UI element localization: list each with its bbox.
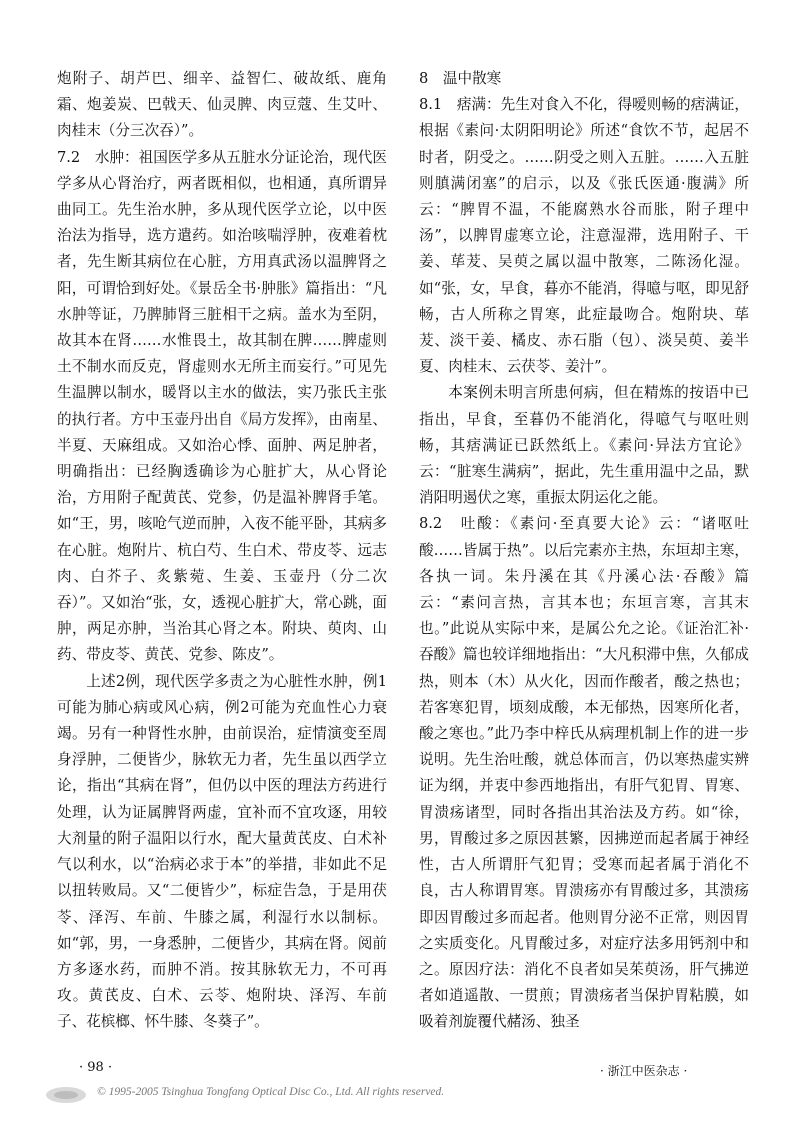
copyright-notice: © 1995-2005 Tsinghua Tongfang Optical Disc Co., Ltd. All rights reserved.: [97, 1086, 445, 1098]
right-column: [419, 66, 749, 1036]
right-paragraph-commentary: 本案例未明言所患何病，但在精炼的按语中已指出，早食，至暮仍不能消化，得噫气与呕吐则畅，其痞满证已跃然纸上。《素问·异法方宜论》云：“脏寒生满病”，据此，先生重用温中之品，默消阳明遏伏之寒，重振太阴运化之能。: [419, 384, 749, 507]
left-column: [57, 66, 387, 1036]
section-8-1-fullness: 8.1 痞满：先生对食入不化，得嗳则畅的痞满证，根据《素问·太阴阳明论》所述“食饮不节，起居不时者，阴受之。……阴受之则入五脏。……入五脏则䐜满闭塞”的启示，以及《张氏医通·腹满》所云：“脾胃不温，不能腐熟水谷而胀，附子理中汤”，以脾胃虚寒立论，注意湿滞，选用附子、干姜、荜茇、吴萸之属以温中散寒，二陈汤化湿。如“张，女，早食，暮亦不能消，得噫与呕，即见舒畅，古人所称之胃寒，此症最吻合。炮附块、荜茇、淡干姜、橘皮、赤石脂（包）、淡吴萸、姜半夏、肉桂末、云茯苓、姜汁”。: [419, 96, 749, 376]
section-8-2-acid-regurgitation: 8.2 吐酸：《素问·至真要大论》云：“诸呕吐酸……皆属于热”。以后完素亦主热，东垣却主寒，各执一词。朱丹溪在其《丹溪心法·吞酸》篇云：“素问言热，言其本也；东垣言寒，言其末也。”此说从实际中来，是属公允之论。《证治汇补·吞酸》篇也较详细地指出：“大凡积滞中焦，久郁成热，则本（木）从火化，因而作酸者，酸之热也；若客寒犯胃，顷刻成酸，本无郁热，因寒所化者，酸之寒也。”此乃李中梓氏从病理机制上作的进一步说明。先生治吐酸，就总体而言，仍以寒热虚实辨证为纲，并衷中参西地指出，有肝气犯胃、胃寒、胃溃疡诸型，同时各指出其治法及方药。如“徐，男，胃酸过多之原因甚繁，因拂逆而起者属于神经性，古人所谓肝气犯胃；受寒而起者属于消化不良，古人称谓胃寒。胃溃疡亦有胃酸过多，其溃疡即因胃酸过多而起者。他则胃分泌不正常，则因胃之实质变化。凡胃酸过多，对症疗法多用钙剂中和之。原因疗法：消化不良者如吴茱萸汤，肝气拂逆者如逍遥散、一贯煎；胃溃疡者当保护胃粘膜，如吸着剂旋覆代赭汤、独圣: [419, 515, 749, 1031]
section-8-heading: 8 温中散寒: [419, 70, 502, 87]
publisher-logo-icon: [44, 1084, 88, 1106]
section-7-2-edema: 7.2 水肿：祖国医学多从五脏水分证论治，现代医学多从心肾治疗，两者既相似，也相通，真所谓异曲同工。先生治水肿，多从现代医学立论，以中医治法为指导，选方遣药。如治咳喘浮肿，夜难着枕者，先生断其病位在心脏，方用真武汤以温脾肾之阳，可谓恰到好处。《景岳全书·肿胀》篇指出：“凡水肿等证，乃脾肺肾三脏相干之病。盖水为至阴，故其本在肾……水惟畏土，故其制在脾……脾虚则土不制水而反克，肾虚则水无所主而妄行。”可见先生温脾以制水，暖肾以主水的做法，实乃张氏主张的执行者。方中玉壶丹出自《局方发挥》，由南星、半夏、天麻组成。又如治心悸、面肿、两足肿者，明确指出：已经胸透确诊为心脏扩大，从心肾论治，方用附子配黄芪、党参，仍是温补脾肾手笔。如“王，男，咳呛气逆而肿，入夜不能平卧，其病多在心脏。炮附片、杭白芍、生白术、带皮苓、远志肉、白芥子、炙紫菀、生姜、玉壶丹（分二次吞）”。又如治“张，女，透视心脏扩大，常心跳，面肿，两足亦肿，当治其心肾之本。附块、萸肉、山药、带皮苓、黄芪、党参、陈皮”。: [57, 148, 387, 664]
left-paragraph-1: 炮附子、胡芦巴、细辛、益智仁、破故纸、鹿角霜、炮姜炭、巴戟天、仙灵脾、肉豆蔻、生艾叶、肉桂末（分三次吞）”。: [57, 70, 387, 140]
page-number: · 98 ·: [79, 1060, 113, 1075]
left-paragraph-3: 上述2例，现代医学多责之为心脏性水肿，例1可能为肺心病或风心病，例2可能为充血性心力衰竭。另有一种肾性水肿，由前误治，症情演变至周身浮肿，二便皆少，脉软无力者，先生虽以西学立论，指出“其病在肾”，但仍以中医的理法方药进行处理，认为证属脾肾两虚，宜补而不宜攻逐，用较大剂量的附子温阳以行水，配大量黄芪皮、白术补气以利水，以“治病必求于本”的举措，非如此不足以扭转败局。又“二便皆少”，标症告急，于是用茯苓、泽泻、车前、牛膝之属，利湿行水以制标。如“郭，男，一身悉肿，二便皆少，其病在肾。阅前方多逐水药，而肿不消。按其脉软无力，不可再攻。黄芪皮、白术、云苓、炮附块、泽泻、车前子、花槟榔、怀牛膝、冬葵子”。: [57, 672, 387, 1031]
journal-name: · 浙江中医杂志 ·: [600, 1064, 688, 1078]
